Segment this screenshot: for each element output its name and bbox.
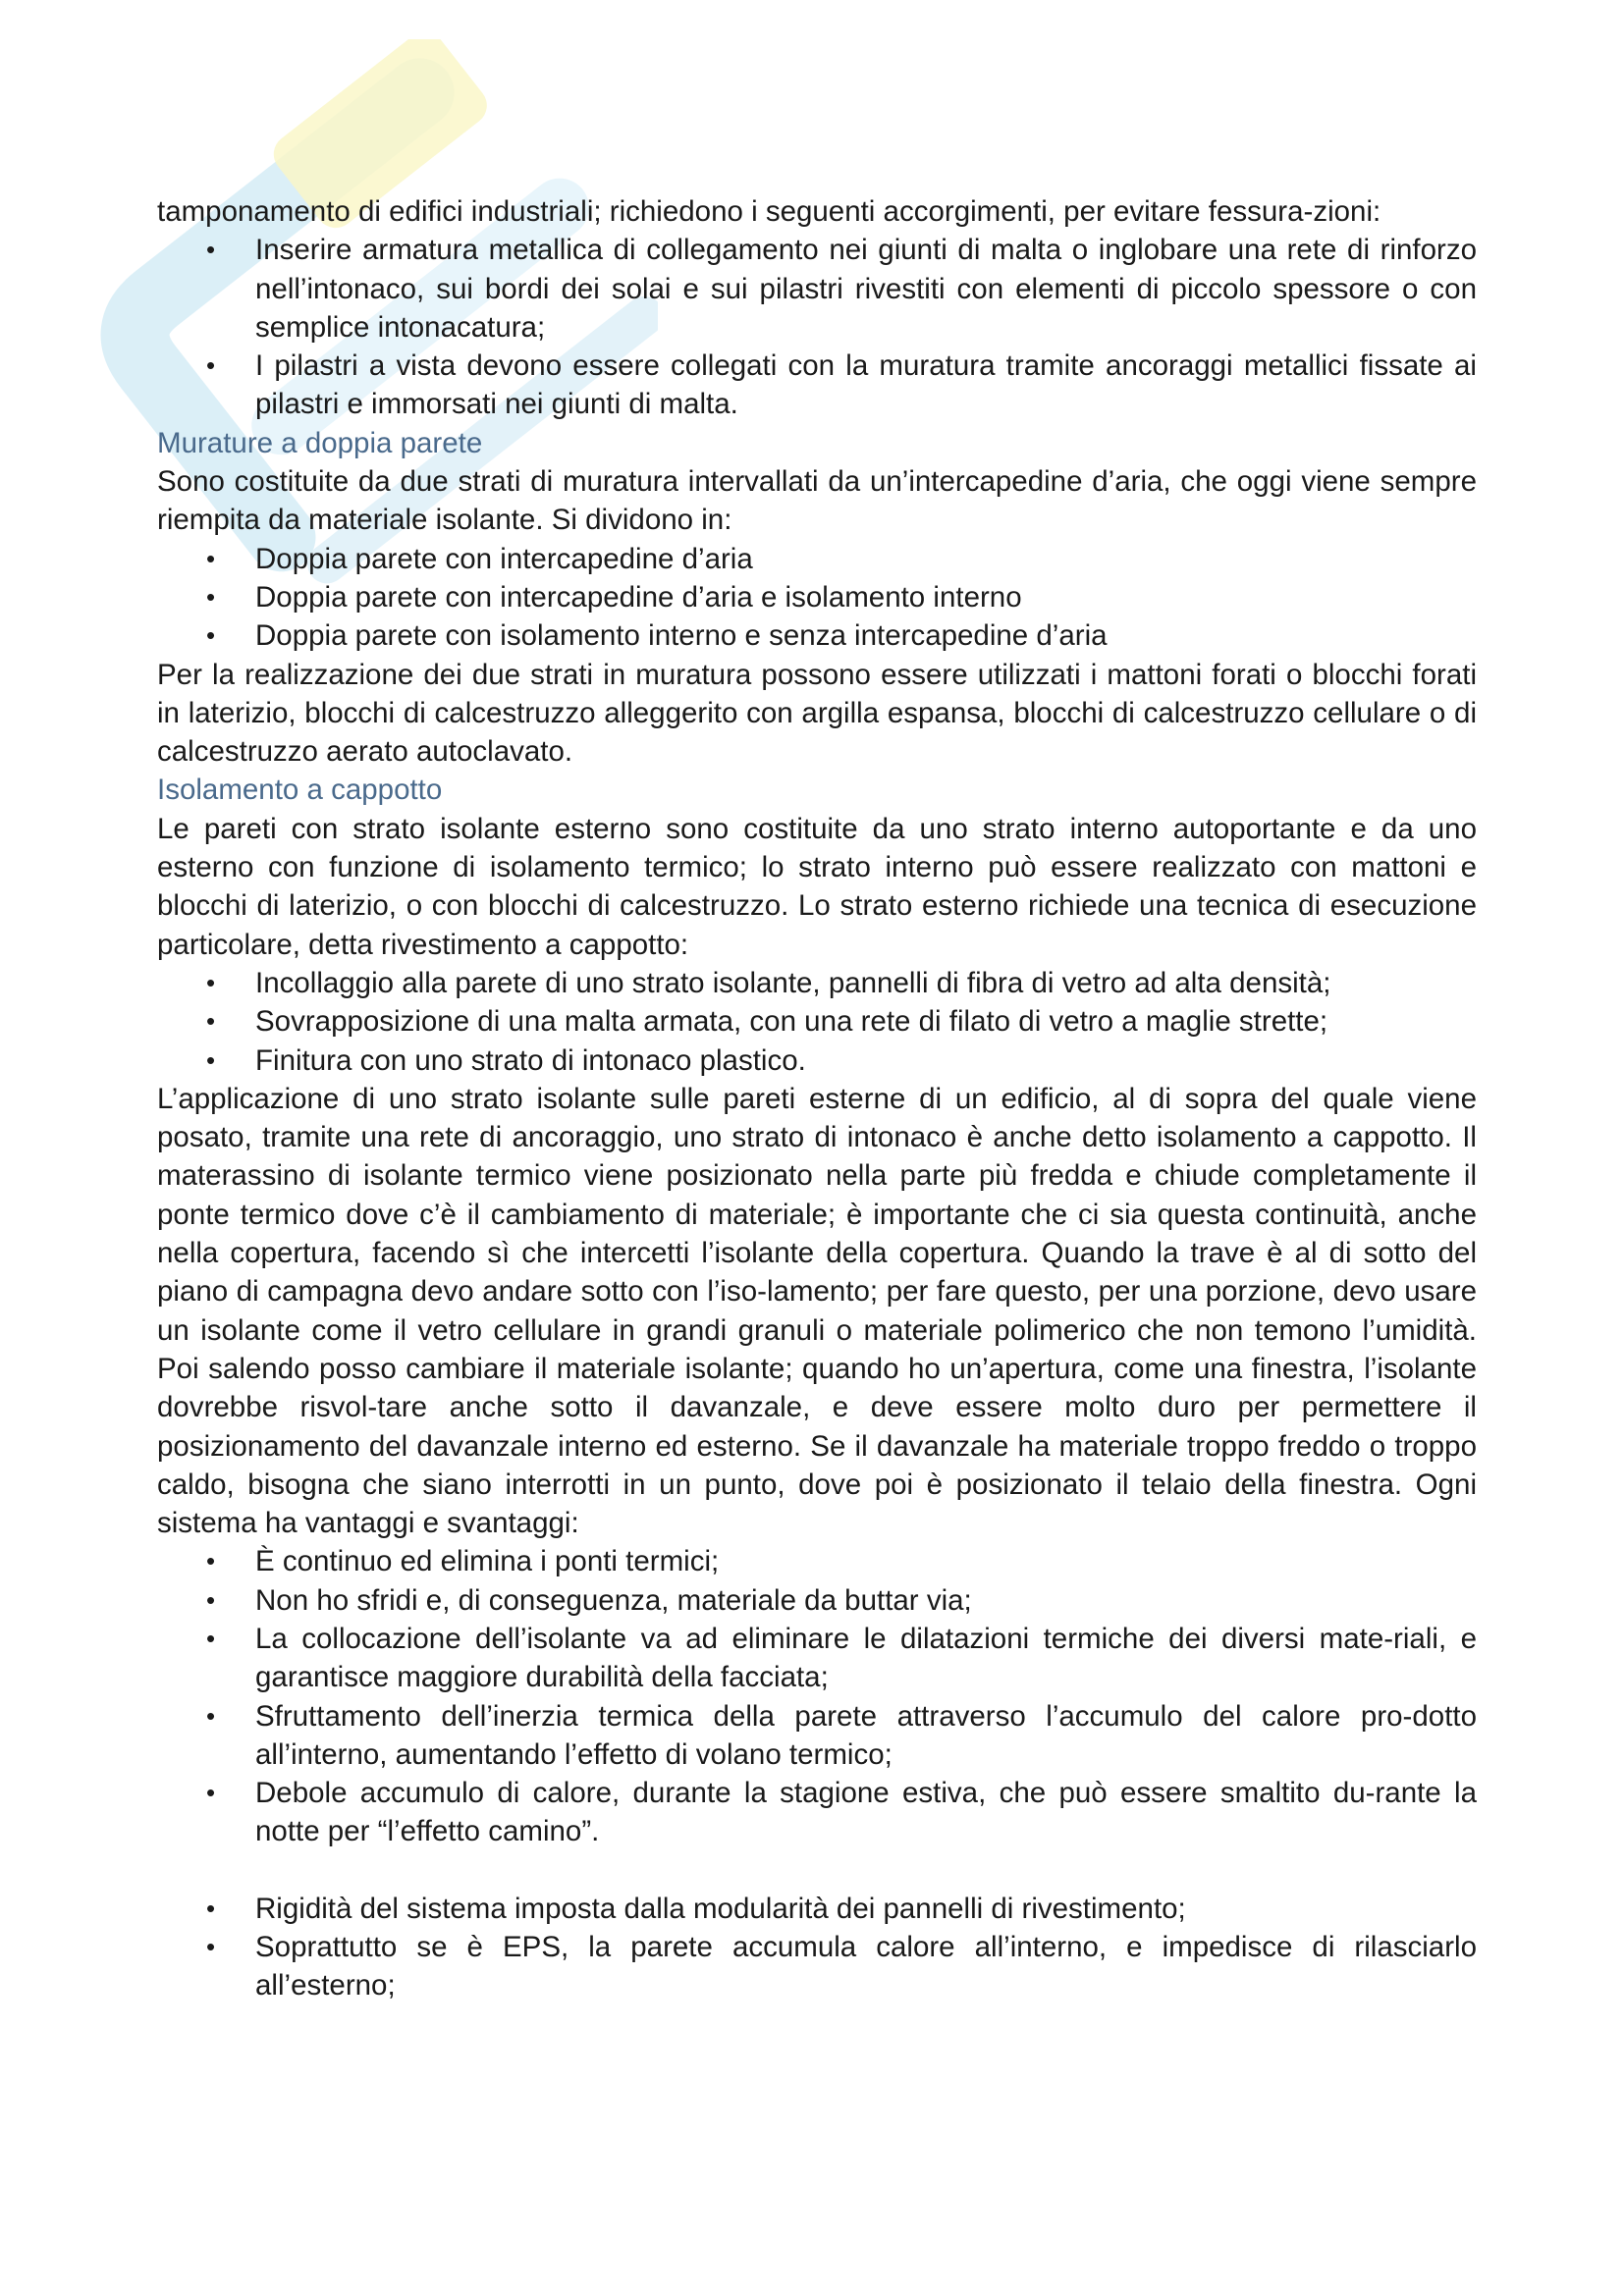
list-item: • Inserire armatura metallica di collegamento nei giunti di malta o inglobare una rete di rinforzo nell’intonaco, sui bordi dei solai e sui pilastri rivestiti con elementi di piccolo spessore o con semplice intonacatura; xyxy=(157,231,1477,347)
list-item: • I pilastri a vista devono essere collegati con la muratura tramite ancoraggi metallici fissate ai pilastri e immorsati nei giunti di malta. xyxy=(157,347,1477,424)
bullet-list xyxy=(157,1890,1477,2005)
paragraph: tamponamento di edifici industriali; richiedono i seguenti accorgimenti, per evitare fessura-zioni: xyxy=(157,195,1381,228)
section-heading: Isolamento a cappotto xyxy=(157,774,443,807)
list-item: • Soprattutto se è EPS, la parete accumula calore all’interno, e impedisce di rilasciarlo all’esterno; xyxy=(157,1928,1477,2005)
list-item: • Debole accumulo di calore, durante la stagione estiva, che può essere smaltito du-rante la notte per “l’effetto camino”. xyxy=(157,1774,1477,1851)
list-item: • Incollaggio alla parete di uno strato isolante, pannelli di fibra di vetro ad alta densità; xyxy=(157,964,1477,1002)
bullet-list xyxy=(157,1542,1477,1850)
bullet-list xyxy=(157,540,1477,656)
list-item: • Doppia parete con isolamento interno e senza intercapedine d’aria xyxy=(157,616,1477,655)
list-item: • Non ho sfridi e, di conseguenza, materiale da buttar via; xyxy=(157,1581,1477,1620)
list-item: • Finitura con uno strato di intonaco plastico. xyxy=(157,1041,1477,1080)
list-item: • Sfruttamento dell’inerzia termica della parete attraverso l’accumulo del calore pro-dotto all’interno, aumentando l’effetto di volano termico; xyxy=(157,1697,1477,1775)
list-item: • Rigidità del sistema imposta dalla modularità dei pannelli di rivestimento; xyxy=(157,1890,1477,1928)
spacer xyxy=(157,1851,1477,1890)
paragraph: Sono costituite da due strati di muratura intervallati da un’intercapedine d’aria, che oggi viene sempre riempita da materiale isolante. Si dividono in: xyxy=(157,465,1477,537)
section-heading: Murature a doppia parete xyxy=(157,426,483,459)
list-item: • Doppia parete con intercapedine d’aria e isolamento interno xyxy=(157,578,1477,616)
list-item: • La collocazione dell’isolante va ad eliminare le dilatazioni termiche dei diversi mate-riali, e garantisce maggiore durabilità della facciata; xyxy=(157,1620,1477,1697)
list-item: • Doppia parete con intercapedine d’aria xyxy=(157,540,1477,578)
bullet-list xyxy=(157,964,1477,1080)
paragraph: Le pareti con strato isolante esterno sono costituite da uno strato interno autoportante e da uno esterno con funzione di isolamento termico; lo strato interno può essere realizzato con mattoni e blocchi di laterizio, o con blocchi di calcestruzzo. Lo strato esterno richiede una tecnica di esecuzione particolare, detta rivestimento a cappotto: xyxy=(157,812,1477,961)
paragraph: L’applicazione di uno strato isolante sulle pareti esterne di un edificio, al di sopra del quale viene posato, tramite una rete di ancoraggio, uno strato di intonaco è anche detto isolamento a cappotto. Il materassino di isolante termico viene posizionato nella parte più fredda e chiude completamente il ponte termico dove c’è il cambiamento di materiale; è importante che ci sia questa continuità, anche nella copertura, facendo sì che intercetti l’isolante della copertura. Quando la trave è al di sotto del piano di campagna devo andare sotto con l’iso-lamento; per fare questo, per una porzione, devo usare un isolante come il vetro cellulare in grandi granuli o materiale polimerico che non temono l’umidità. Poi salendo posso cambiare il materiale isolante; quando ho un’apertura, come una finestra, l’isolante dovrebbe risvol-tare anche sotto il davanzale, e deve essere molto duro per permettere il posizionamento del davanzale interno ed esterno. Se il davanzale ha materiale troppo freddo o troppo caldo, bisogna che siano interrotti in un punto, dove poi è posizionato il telaio della finestra. Ogni sistema ha vantaggi e svantaggi: xyxy=(157,1082,1477,1540)
list-item: • È continuo ed elimina i ponti termici; xyxy=(157,1542,1477,1580)
paragraph: Per la realizzazione dei due strati in muratura possono essere utilizzati i mattoni forati o blocchi forati in laterizio, blocchi di calcestruzzo alleggerito con argilla espansa, blocchi di calcestruzzo cellulare o di calcestruzzo aerato autoclavato. xyxy=(157,658,1477,769)
bullet-list xyxy=(157,231,1477,423)
list-item: • Sovrapposizione di una malta armata, con una rete di filato di vetro a maglie strette; xyxy=(157,1002,1477,1041)
document-body xyxy=(157,192,1477,2005)
